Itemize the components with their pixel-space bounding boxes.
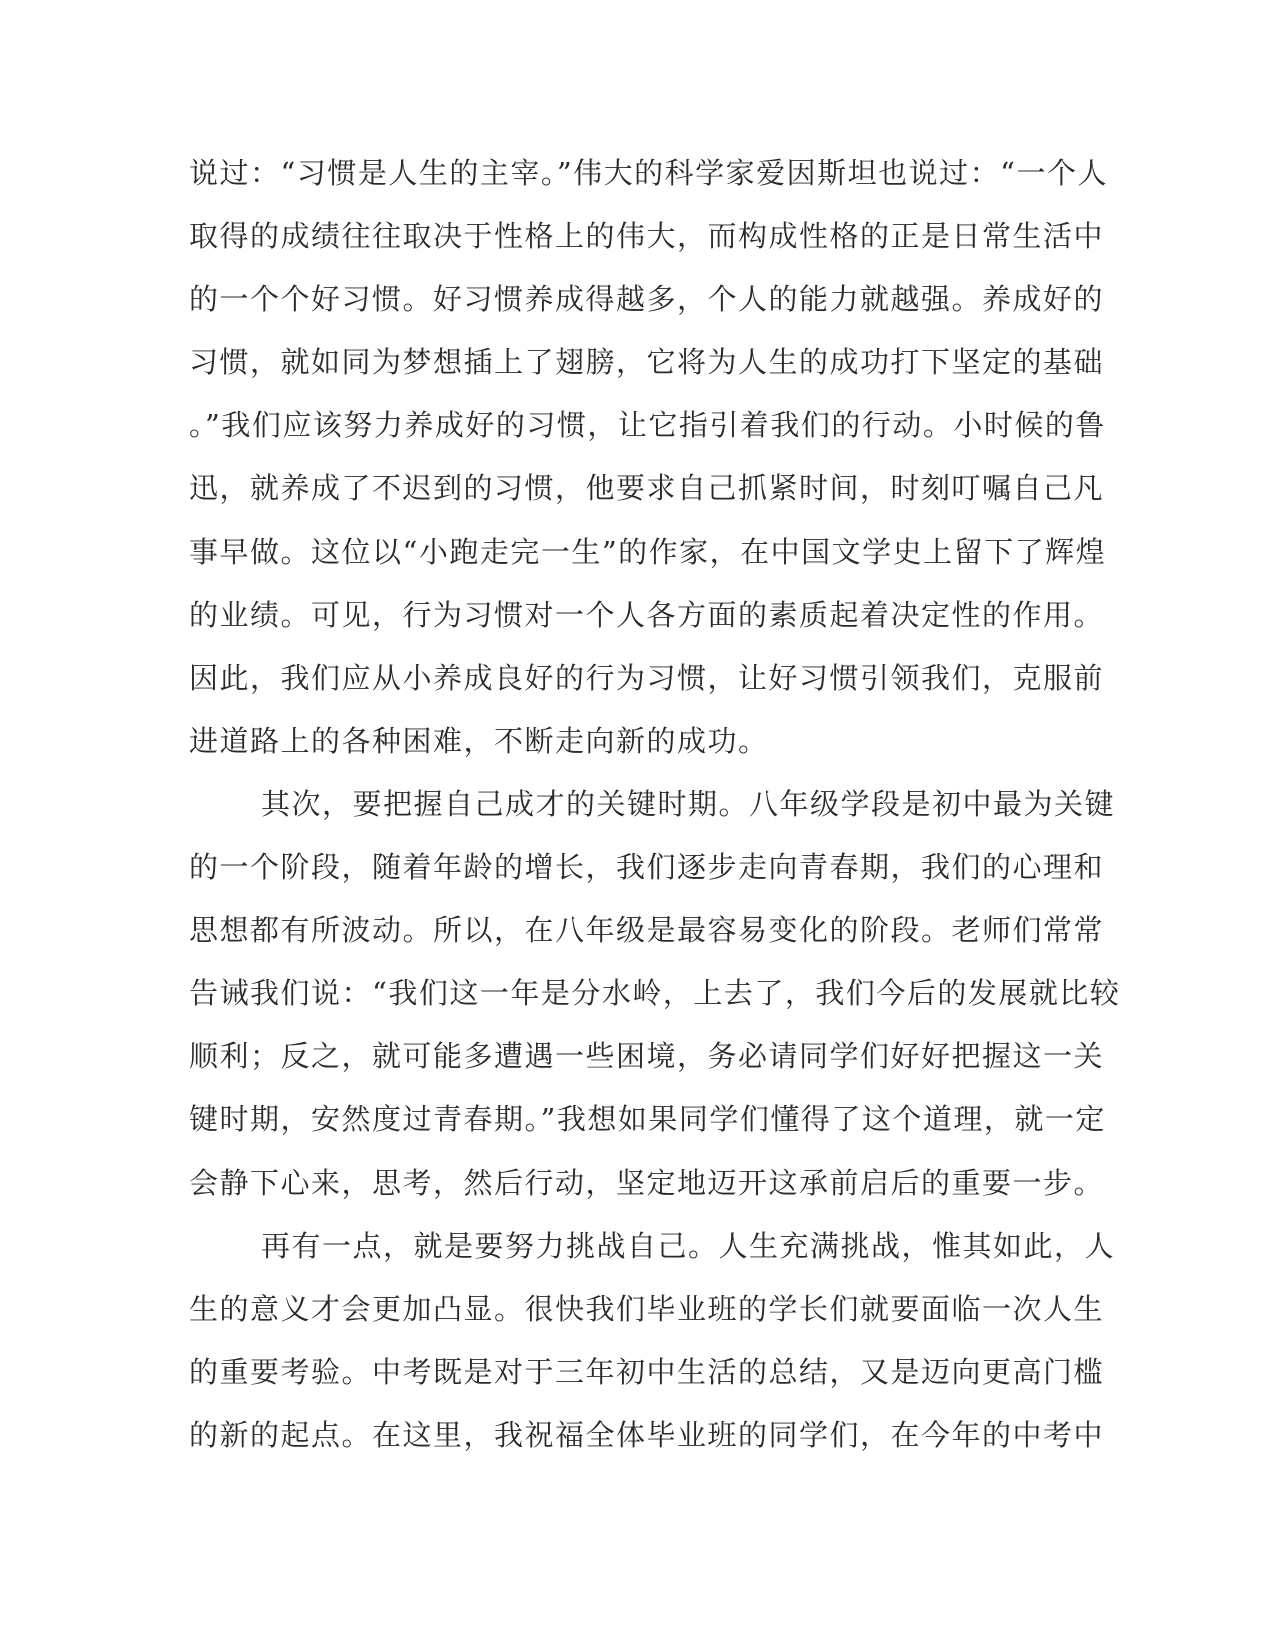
text-line: 说过：“习惯是人生的主宰。”伟大的科学家爱因斯坦也说过：“一个人 — [189, 156, 1108, 190]
text-line: 告诫我们说：“我们这一年是分水岭，上去了，我们今后的发展就比较 — [189, 976, 1121, 1011]
text-line: 因此，我们应从小养成良好的行为习惯，让好习惯引领我们，克服前 — [189, 660, 1105, 695]
text-line: 的一个个好习惯。好习惯养成得越多，个人的能力就越强。养成好的 — [189, 282, 1105, 317]
text-line: 。”我们应该努力养成好的习惯，让它指引着我们的行动。小时候的鲁 — [189, 408, 1106, 443]
paragraph-start-line: 其次，要把握自己成才的关键时期。八年级学段是初中最为关键 — [261, 786, 1116, 821]
body-text — [189, 142, 1121, 1467]
text-line: 的新的起点。在这里，我祝福全体毕业班的同学们，在今年的中考中 — [189, 1417, 1105, 1452]
text-line: 键时期，安然度过青春期。”我想如果同学们懂得了这个道理，就一定 — [189, 1102, 1106, 1137]
text-line: 会静下心来，思考，然后行动，坚定地迈开这承前启后的重要一步。 — [189, 1165, 1105, 1200]
paragraph-start-line: 再有一点，就是要努力挑战自己。人生充满挑战，惟其如此，人 — [261, 1228, 1116, 1263]
text-line: 进道路上的各种困难，不断走向新的成功。 — [189, 723, 769, 758]
text-line: 习惯，就如同为梦想插上了翅膀，它将为人生的成功打下坚定的基础 — [189, 345, 1105, 380]
text-line: 顺利；反之，就可能多遭遇一些困境，务必请同学们好好把握这一关 — [189, 1039, 1105, 1074]
text-line: 的重要考验。中考既是对于三年初中生活的总结，又是迈向更高门槛 — [189, 1354, 1105, 1389]
text-line: 的一个阶段，随着年龄的增长，我们逐步走向青春期，我们的心理和 — [189, 850, 1105, 885]
text-line: 取得的成绩往往取决于性格上的伟大，而构成性格的正是日常生活中 — [189, 219, 1105, 254]
text-line: 事早做。这位以“小跑走完一生”的作家，在中国文学史上留下了辉煌 — [189, 534, 1107, 569]
text-line: 生的意义才会更加凸显。很快我们毕业班的学长们就要面临一次人生 — [189, 1291, 1105, 1326]
text-line: 的业绩。可见，行为习惯对一个人各方面的素质起着决定性的作用。 — [189, 597, 1105, 632]
text-line: 思想都有所波动。所以，在八年级是最容易变化的阶段。老师们常常 — [189, 913, 1105, 948]
text-line: 迅，就养成了不迟到的习惯，他要求自己抓紧时间，时刻叮嘱自己凡 — [189, 471, 1105, 506]
